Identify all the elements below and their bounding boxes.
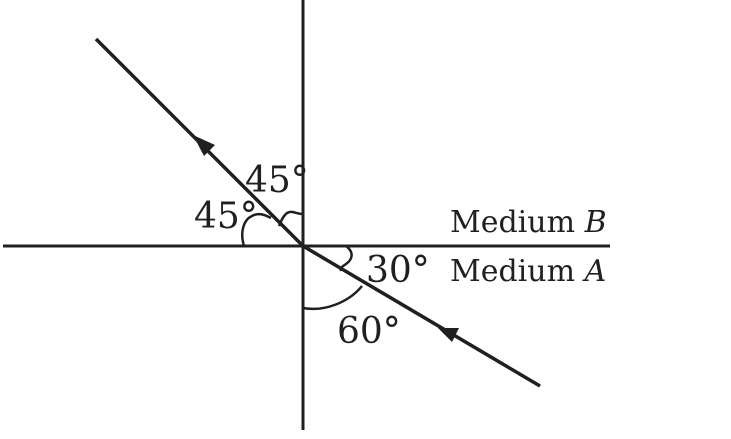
angle-label-lower-horizontal: 30° [366,250,430,291]
medium-b-letter: B [584,205,607,240]
medium-b-word: Medium [450,205,576,240]
angle-arc-lower-horizontal [341,246,352,271]
medium-b-label [450,205,607,240]
angle-label-upper-vertical: 45° [245,160,309,201]
angle-label-upper-horizontal: 45° [194,196,258,237]
angle-label-lower-vertical: 60° [337,311,401,352]
medium-a-letter: A [584,254,607,289]
medium-a-word: Medium [450,254,576,289]
medium-a-label [450,254,606,289]
angle-arc-lower-vertical [303,286,362,309]
